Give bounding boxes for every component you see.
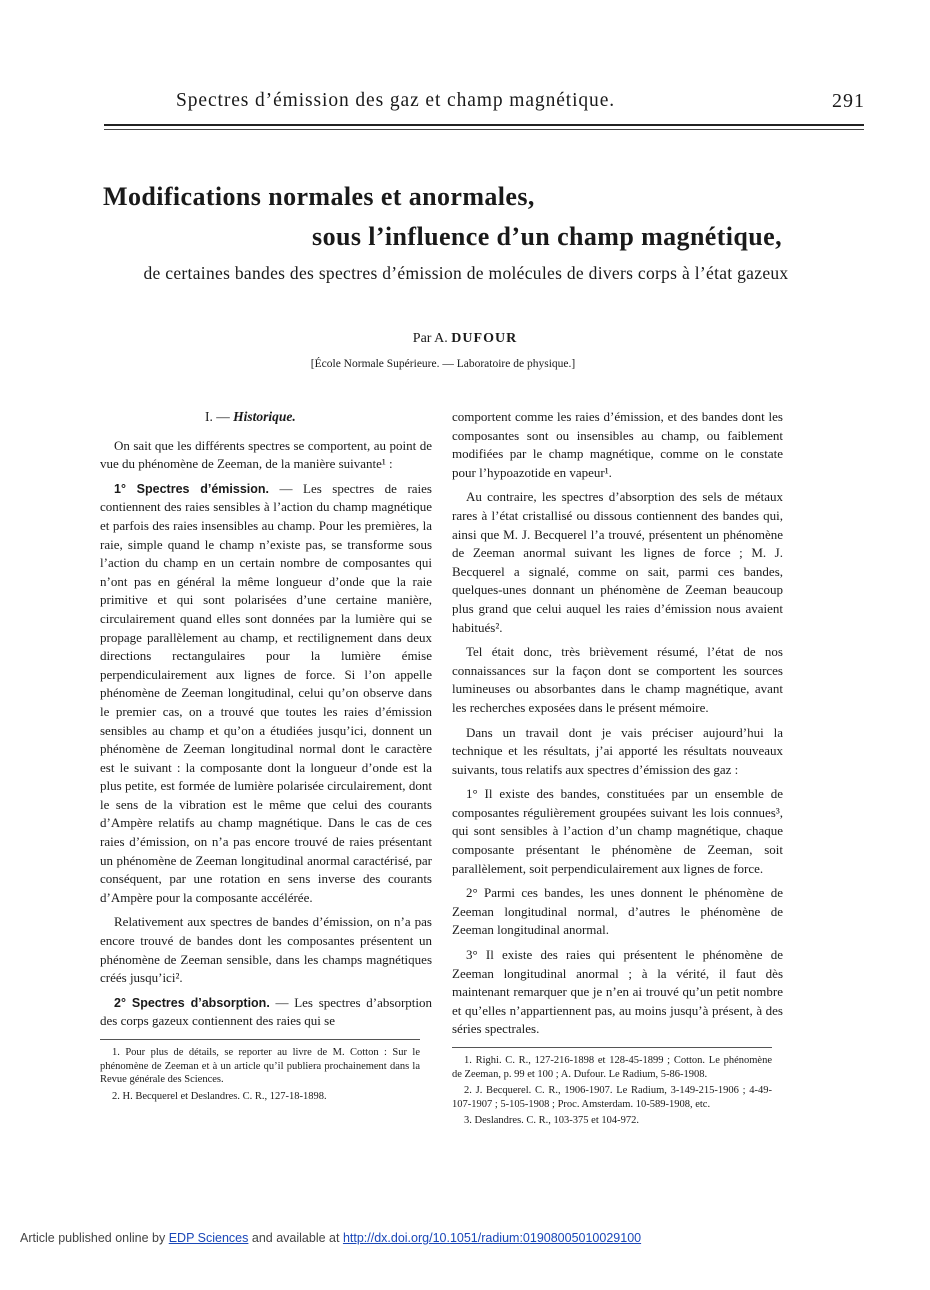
paragraph [100, 994, 432, 1031]
publisher-link[interactable]: EDP Sciences [168, 1231, 249, 1245]
running-header [100, 90, 865, 120]
right-column [452, 408, 783, 1131]
footnotes [100, 1039, 420, 1103]
article-title-line-1: Modifications normales et anormales, [103, 182, 535, 211]
article-subtitle: de certaines bandes des spectres d’émission de molécules de divers corps à l’état gazeux [143, 263, 789, 283]
paragraph: On sait que les différents spectres se comportent, au point de vue du phénomène de Zeeman, de la manière suivante¹ : [100, 437, 432, 472]
footnotes [452, 1047, 772, 1128]
paragraph: comportent comme les raies d’émission, et des bandes dont les composantes sont ou insensibles au champ, ou faiblement modifiées par le champ magnétique, comme on le constate pour l’hypoazotide en vapeur¹. [452, 409, 783, 480]
section-title: Historique. [233, 409, 296, 424]
header-rule [104, 124, 864, 126]
section-heading [100, 408, 432, 427]
footnote: 1. Righi. C. R., 127-216-1898 et 128-45-1899 ; Cotton. Le phénomène de Zeeman, p. 99 et 100 ; A. Dufour. Le Radium, 5-86-1908. [452, 1055, 772, 1080]
running-title: Spectres d’émission des gaz et champ magnétique. [176, 90, 616, 111]
section-number: I. — [205, 409, 230, 424]
left-column [100, 408, 432, 1106]
paragraph-lead: 1° Spectres d’émission. [114, 481, 269, 496]
publication-middle: and available at [251, 1231, 340, 1245]
author-line [0, 331, 930, 347]
paragraph: Au contraire, les spectres d’absorption des sels de métaux rares à l’état cristallisé ou dissous contiennent des bandes qui, ainsi que M. J. Becquerel l’a trouvé, présentent un phénomène de Zeeman anormal suivant les lignes de force ; M. J. Becquerel a signalé, comme on sait, parmi ces bandes, quelques-unes donnant un phénomène de Zeeman beaucoup plus grand que celui auquel les raies d’émission nous avaient habitués². [452, 489, 783, 635]
publication-prefix: Article published online by [20, 1231, 166, 1245]
paragraph: 2° Parmi ces bandes, les unes donnent le phénomène de Zeeman longitudinal normal, d’autres le phénomène de Zeeman longitudinal anormal. [452, 885, 783, 938]
doi-link[interactable]: http://dx.doi.org/10.1051/radium:01908005010029100 [342, 1231, 642, 1245]
author-name: DUFOUR [451, 331, 518, 346]
paragraph [100, 480, 432, 908]
paragraph-lead: 2° Spectres d’absorption. [114, 995, 270, 1010]
paragraph: Relativement aux spectres de bandes d’émission, on n’a pas encore trouvé de bandes dont les composantes présentent un phénomène de Zeeman sensible, dans les champs magnétiques créés jusqu’ici². [100, 914, 432, 986]
affiliation: [École Normale Supérieure. — Laboratoire de physique.] [310, 358, 576, 370]
paragraph-text: — Les spectres d’absorption des corps gazeux contiennent des raies qui se [100, 994, 432, 1029]
footnote: 3. Deslandres. C. R., 103-375 et 104-972. [464, 1115, 639, 1126]
footnote: 1. Pour plus de détails, se reporter au livre de M. Cotton : Sur le phénomène de Zeeman et à un article qu’il publiera prochainement dans la Revue générale des Sciences. [100, 1047, 420, 1085]
footnote: 2. H. Becquerel et Deslandres. C. R., 127-18-1898. [112, 1090, 327, 1102]
paragraph: 1° Il existe des bandes, constituées par un ensemble de composantes régulièrement groupées suivant les lois connues³, qui sont sensibles à l’action d’un champ magnétique, chaque composante présentant le phénomène de Zeeman, soit parallèlement, soit perpendiculairement aux lignes de force. [452, 786, 783, 876]
paragraph: Tel était donc, très brièvement résumé, l’état de nos connaissances sur la façon dont se comportent les sources lumineuses ou absorbantes dans le champ magnétique, avant les recherches exposées dans le présent mémoire. [452, 644, 783, 715]
footnote: 2. J. Becquerel. C. R., 1906-1907. Le Radium, 3-149-215-1906 ; 4-49-107-1907 ; 5-105-1908 ; Proc. Amsterdam. 10-589-1908, etc. [452, 1085, 772, 1110]
header-rule-thin [104, 129, 864, 130]
paragraph-text: — Les spectres de raies contiennent des raies sensibles à l’action du champ magnétique et parfois des raies insensibles au champ. Pour les premières, la raie, simple quand le champ n’existe pas, se transforme sous l’action du champ en un certain nombre de composantes qui n’ont pas en général la même longueur d’onde que la raie primitive et qui sont polarisées d’une certaine manière, circulairement quand elles sont données par la lumière qui se propage parallèlement au champ, et rectilignement dans deux directions rectangulaires pour la lumière émise perpendiculairement aux lignes de force. Si l’on appelle phénomène de Zeeman longitudinal, celui qu’on observe dans le premier cas, on a trouvé que toutes les raies d’émission sensibles au champ et qu’on a étudiées jusqu’ici, donnent un phénomène de Zeeman longitudinal normal dont le caractère est le suivant : la composante dont la longueur d’onde est la plus petite, est formée de lumière polarisée circulairement, dont le sens de la vibration est le même que celui des courants d’Ampère relatifs au champ magnétique. Dans le cas de ces raies d’émission, on n’a pas encore trouvé de raies présentant un phénomène de Zeeman longitudinal anormal caractérisé, par conséquent, par une rotation en sens inverse des courants d’Ampère pour la composante accélérée. [100, 480, 432, 905]
page-number: 291 [832, 90, 865, 112]
article-title-line-2: sous l’influence d’un champ magnétique, [312, 222, 782, 251]
author-prefix: Par A. [412, 331, 448, 346]
publication-notice [20, 1231, 641, 1245]
paragraph: 3° Il existe des raies qui présentent le phénomène de Zeeman longitudinal anormal ; à la vérité, il faut dès maintenant remarquer que je n’en ai trouvé qu’un petit nombre et qu’elles n’appartiennent pas, au moins jusqu’à présent, à des séries spectrales. [452, 947, 783, 1037]
paragraph: Dans un travail dont je vais préciser aujourd’hui la technique et les résultats, j’ai apporté les résultats nouveaux suivants, tous relatifs aux spectres d’émission des gaz : [452, 724, 783, 777]
